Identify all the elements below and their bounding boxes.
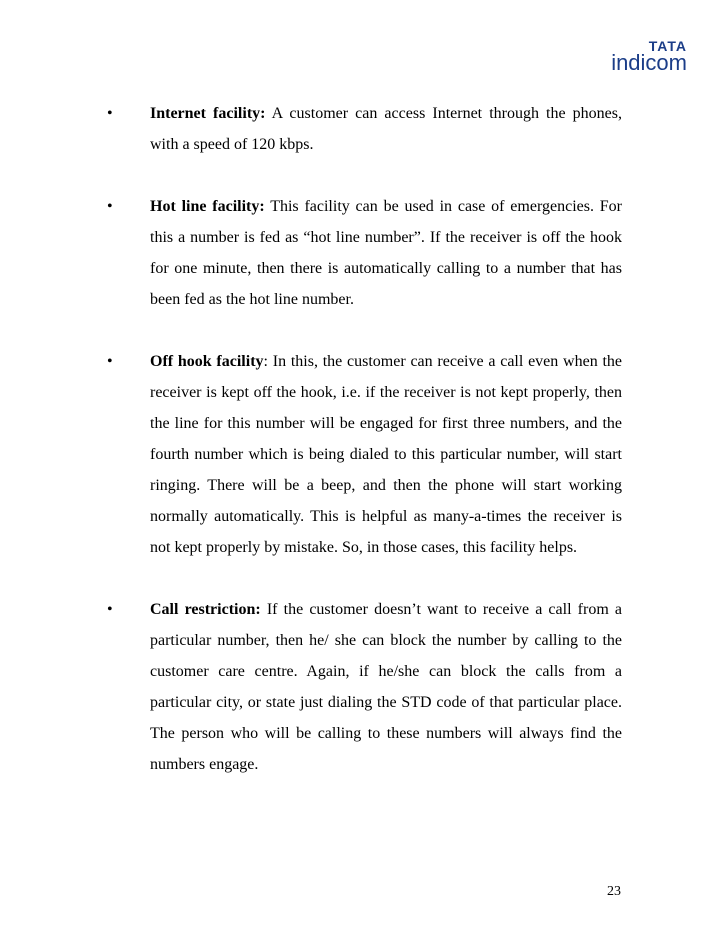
logo-brand: TATA [648,38,687,54]
bullet-icon: • [107,353,113,370]
list-item-separator: : [263,353,268,370]
list-item-term: Call restriction [150,601,256,618]
list-item-text: In this, the customer can receive a call even when the receiver is kept off the hook, i.e. if the receiver is not kept properly, then the line for this number will be engaged for first three numbers, and the fourth number which is being dialed to this particular number, will start ringing. There will be a beep, and then the phone will start working normally automatically. This is helpful as many-a-times the receiver is not kept properly by mistake. So, in those cases, this facility helps. [150,353,623,556]
list-item-text: A customer can access Internet through the phones, with a speed of 120 kbps. [150,105,622,153]
list-item-internet-facility [107,98,622,160]
list-item-separator: : [259,198,265,215]
list-item-call-restriction [107,594,622,780]
list-item-paragraph [150,346,622,563]
document-body [107,98,623,811]
logo-product: indicom [611,50,687,75]
list-item-paragraph [150,594,622,780]
page-number: 23 [607,884,621,899]
list-item-hot-line-facility [107,191,622,315]
bullet-icon: • [107,105,113,122]
list-item-text: If the customer doesn’t want to receive a call from a particular number, then he/ she can block the number by calling to the customer care centre. Again, if he/she can block the calls from a particular city, or state just dialing the STD code of that particular place. The person who will be calling to these numbers will always find the numbers engage. [150,601,622,773]
list-item-paragraph [150,98,622,160]
bullet-icon: • [107,198,113,215]
list-item-separator: : [255,601,261,618]
list-item-separator: : [260,105,266,122]
list-item-paragraph [150,191,622,315]
list-item-term: Off hook facility [150,353,264,370]
list-item-text: This facility can be used in case of emergencies. For this a number is fed as “hot line number”. If the receiver is off the hook for one minute, then there is automatically calling to a number that has been fed as the hot line number. [150,198,622,308]
list-item-term: Internet facility [150,105,261,122]
list-item-term: Hot line facility [150,198,260,215]
tata-indicom-logo [567,38,687,82]
bullet-icon: • [107,601,113,618]
list-item-off-hook-facility [107,346,623,563]
